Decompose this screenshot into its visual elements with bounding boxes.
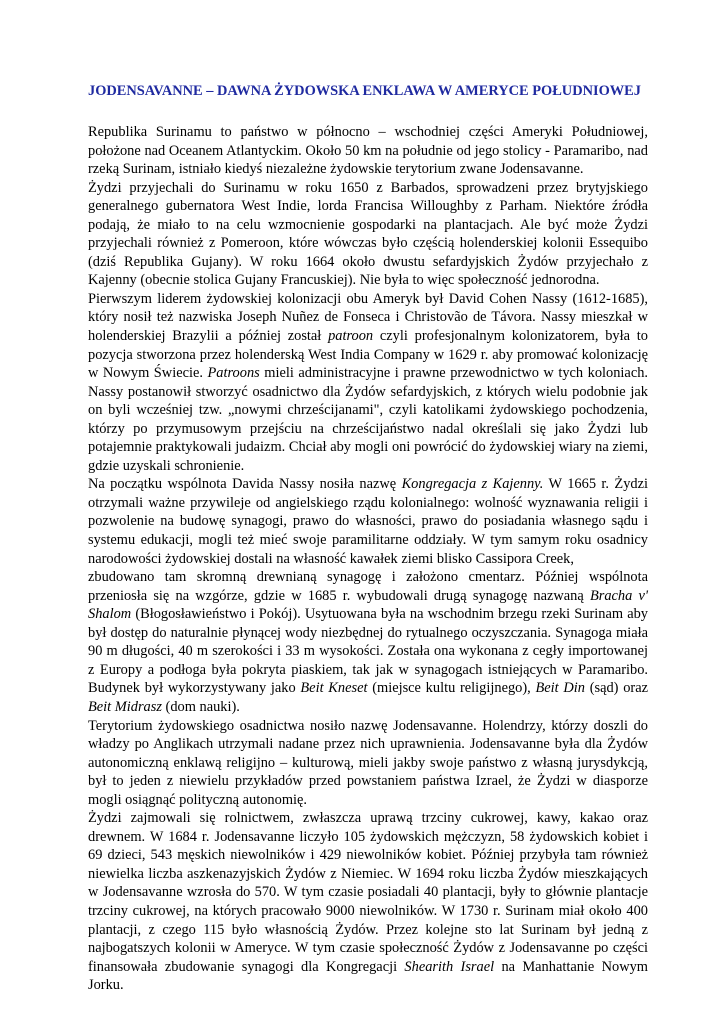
paragraph [88, 179, 648, 290]
paragraph-text: Na początku wspólnota Davida Nassy nosiła nazwę [88, 476, 402, 493]
italic-text: Kongregacja z Kajenny. [401, 476, 544, 493]
paragraph-text: W 1665 r. Żydzi otrzymali ważne przywileje od angielskiego rządu kolonialnego: wolność wyznawania religii i pozwolenie na budowę synagogi, prawo do własności, prawo do posiadania własnego sądu i systemu edukacji, mogli też mieć swoje paramilitarne oddziały. W tym samym roku osadnicy narodowości żydowskiej dostali na własność kawałek ziemi blisko Cassipora Creek, [88, 476, 648, 567]
paragraph-text: czyli profesjonalnym kolonizatorem, była to pozycja stworzona przez holenderską West India Company w 1629 r. aby promować kolonizację w Nowym Świecie. [88, 328, 648, 382]
paragraph-text: na Manhattanie Nowym Jorku. [88, 958, 649, 994]
italic-text: Beit Midrasz [88, 698, 162, 715]
paragraph-text: (dom nauki). [161, 698, 240, 715]
document-body [88, 123, 648, 995]
italic-text: Patroons [207, 365, 260, 382]
paragraph-text: Pierwszym liderem żydowskiej kolonizacji obu Ameryk był David Cohen Nassy (1612-1685), który nosił też nazwiska Joseph Nuñez de Fonseca i Christovão de Távora. Nassy mieszkał w holenderskiej Brazylii a później został [88, 290, 648, 345]
paragraph [88, 809, 648, 994]
paragraph [88, 123, 648, 179]
italic-text: Bracha v' Shalom [88, 587, 648, 623]
paragraph-text: Żydzi zajmowali się rolnictwem, zwłaszcza uprawą trzciny cukrowej, kawy, kakao oraz drewnem. W 1684 r. Jodensavanne liczyło 105 żydowskich mężczyzn, 58 żydowskich kobiet i 69 dzieci, 543 męskich niewolników i 429 niewolników kobiet. Później przybyła tam również niewielka liczba aszkenazyjskich Żydów z Niemiec. W 1694 roku liczba Żydów mieszkających w Jodensavanne wzrosła do 570. W tym czasie posiadali 40 plantacji, były to głównie plantacje trzciny cukrowej, na których pracowało 9000 niewolników. W 1730 r. Surinam miał około 400 plantacji, z czego 115 było własnością Żydów. Przez kolejne sto lat Surinam był jedną z najbogatszych kolonii w Ameryce. W tym czasie społeczność Żydów z Jodensavanne po części finansowała zbudowanie synagogi dla Kongregacji [88, 810, 648, 975]
italic-text: patroon [328, 328, 374, 345]
paragraph [88, 568, 648, 716]
document-page [88, 82, 648, 995]
italic-text: Beit Din [535, 680, 585, 697]
paragraph [88, 290, 648, 475]
paragraph-text: Żydzi przyjechali do Surinamu w roku 1650 z Barbados, sprowadzeni przez brytyjskiego generalnego gubernatora West Indie, lorda Francisa Willoughby z Parham. Niektóre źródła podają, że miało to na celu wzmocnienie gospodarki na plantacjach. Ale być może Żydzi przyjechali również z Pomeroon, które wówczas było częścią holenderskiej kolonii Essequibo (dziś Republika Gujany). W roku 1664 około dwustu sefardyjskich Żydów przyjechało z Kajenny (obecnie stolica Gujany Francuskiej). Nie była to więc społeczność jednorodna. [88, 179, 648, 289]
paragraph-text: (Błogosławieństwo i Pokój). Usytuowana była na wschodnim brzegu rzeki Surinam aby był dostęp do naturalnie płynącej wody niezbędnej do rytualnego oczyszczania. Synagoga miała 90 m długości, 40 m szerokości i 33 m wysokości. Została ona wykonana z cegły importowanej z Europy a podłoga była pokryta piaskiem, tak jak w synagogach istniejących w Paramaribo. Budynek był wykorzystywany jako [88, 606, 648, 697]
paragraph-text: Terytorium żydowskiego osadnictwa nosiło nazwę Jodensavanne. Holendrzy, którzy doszli do władzy po Anglikach utrzymali nadane przez nich uprawnienia. Jodensavanne była dla Żydów autonomiczną enklawą religijno – kulturową, mieli jakby swoje państwo z własną jurysdykcją, był to jeden z niewielu przykładów przed powstaniem państwa Izrael, że Żydzi w diasporze mogli osiągnąć polityczną autonomię. [88, 717, 648, 808]
document-title: JODENSAVANNE – DAWNA ŻYDOWSKA ENKLAWA W AMERYCE POŁUDNIOWEJ [88, 83, 641, 99]
paragraph-text: (sąd) oraz [584, 680, 648, 697]
paragraph-text: Republika Surinamu to państwo w północno – wschodniej części Ameryki Południowej, położone nad Oceanem Atlantyckim. Około 50 km na południe od jego stolicy - Paramaribo, nad rzeką Surinam, istniało kiedyś niezależne żydowskie terytorium zwane Jodensavanne. [88, 124, 648, 178]
italic-text: Shearith Israel [404, 958, 495, 975]
paragraph-text: mieli administracyjne i prawne przewodnictwo w tych koloniach. Nassy postanowił stworzyć osadnictwo dla Żydów sefardyjskich, z których wielu podobnie jak on byli wcześniej tzw. „nowymi chrześcijanami", czyli katolikami żydowskiego pochodzenia, którzy po przymusowym przejściu na chrześcijaństwo nadal określali się jako Żydzi lub potajemnie praktykowali judaizm. Chciał aby mogli oni powrócić do żydowskiej wiary na ziemi, gdzie uzyskali schronienie. [88, 365, 648, 474]
paragraph [88, 475, 648, 568]
paragraph-text: zbudowano tam skromną drewnianą synagogę i założono cmentarz. Później wspólnota przeniosła się na wzgórze, gdzie w 1685 r. wybudowali drugą synagogę nazwaną [88, 569, 648, 604]
italic-text: Beit Kneset [300, 680, 368, 697]
paragraph [88, 717, 648, 810]
paragraph-text: (miejsce kultu religijnego), [367, 680, 536, 697]
